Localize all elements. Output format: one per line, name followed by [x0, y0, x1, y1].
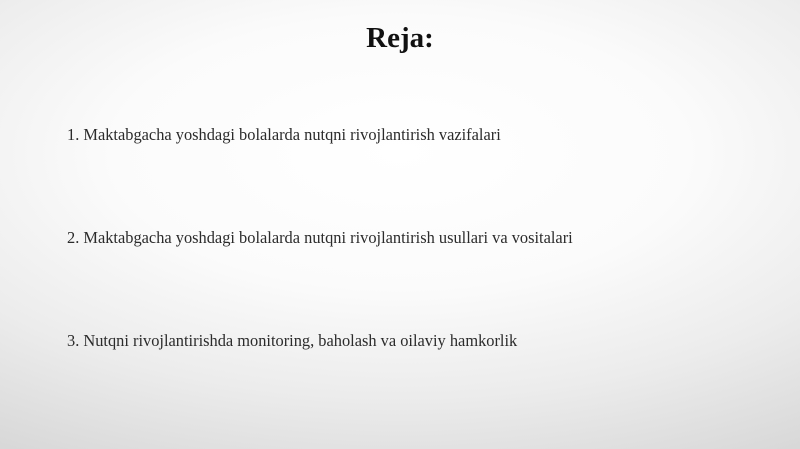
plan-item-1: 1. Maktabgacha yoshdagi bolalarda nutqni rivojlantirish vazifalari: [67, 125, 501, 144]
plan-item-2: 2. Maktabgacha yoshdagi bolalarda nutqni rivojlantirish usullari va vositalari: [67, 228, 573, 247]
slide-title: Reja:: [366, 22, 434, 54]
plan-item-3: 3. Nutqni rivojlantirishda monitoring, baholash va oilaviy hamkorlik: [67, 331, 518, 350]
